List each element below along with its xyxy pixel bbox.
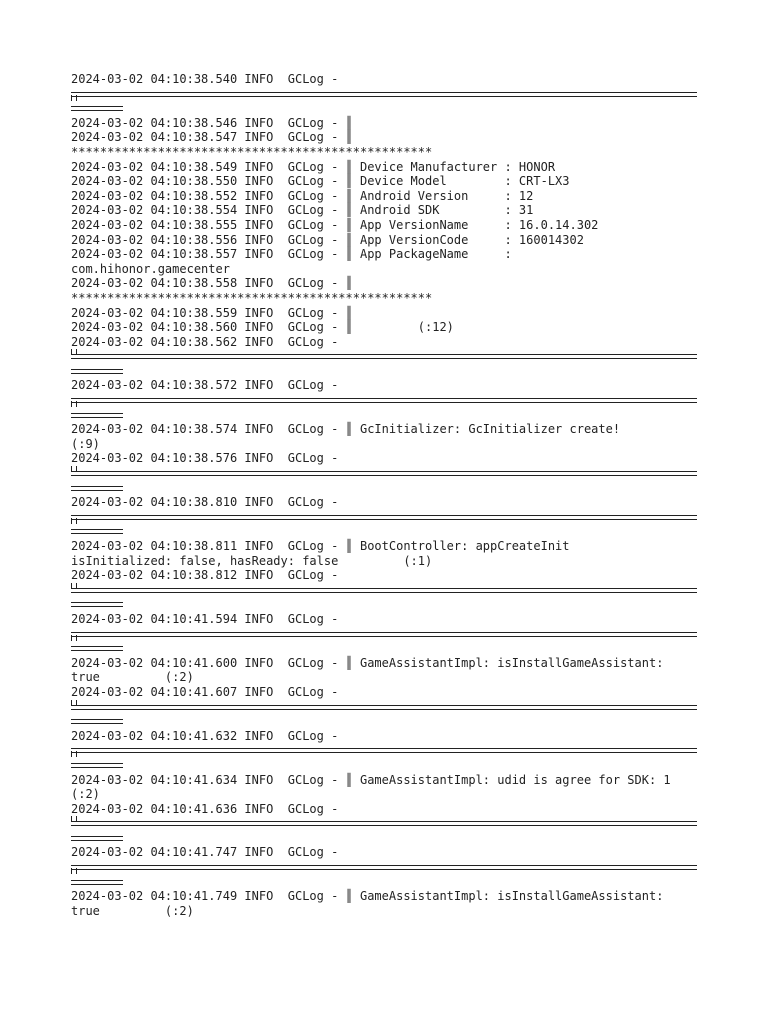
box-border-line [71, 529, 123, 534]
box-border-wrap [71, 524, 697, 539]
log-line: 2024-03-02 04:10:38.560 INFO GCLog - ║ (:12) [71, 320, 454, 335]
log-line: 2024-03-02 04:10:38.549 INFO GCLog - ║ Device Manufacturer : HONOR [71, 159, 556, 174]
log-page [71, 72, 697, 918]
box-border-wrap [71, 408, 697, 423]
log-line: 2024-03-02 04:10:38.557 INFO GCLog - ║ App PackageName : [71, 247, 512, 262]
log-line: 2024-03-02 04:10:38.555 INFO GCLog - ║ App VersionName : 16.0.14.302 [71, 217, 599, 232]
log-line: 2024-03-02 04:10:41.594 INFO GCLog - [71, 611, 346, 626]
log-line: 2024-03-02 04:10:41.749 INFO GCLog - ║ GameAssistantImpl: isInstallGameAssistant: [71, 889, 664, 904]
log-line: true (:2) [71, 903, 194, 918]
log-line: 2024-03-02 04:10:38.554 INFO GCLog - ║ Android SDK : 31 [71, 203, 534, 218]
box-corner [71, 635, 77, 641]
box-border-line [71, 92, 697, 97]
box-border-wrap [71, 758, 697, 773]
log-output [71, 72, 697, 918]
log-line: 2024-03-02 04:10:41.632 INFO GCLog - [71, 728, 346, 743]
log-line: 2024-03-02 04:10:38.552 INFO GCLog - ║ Android Version : 12 [71, 188, 534, 203]
log-line: true (:2) [71, 670, 194, 685]
box-border-line [71, 354, 697, 359]
box-top-border [71, 87, 697, 102]
box-border-line [71, 486, 123, 491]
box-border-line [71, 471, 697, 476]
box-border-line [71, 763, 123, 768]
log-line: (:2) [71, 787, 100, 802]
box-border-wrap [71, 597, 697, 612]
log-line: (:9) [71, 436, 100, 451]
log-line: 2024-03-02 04:10:38.547 INFO GCLog - ║ [71, 130, 353, 145]
box-corner [71, 751, 77, 757]
log-line: com.hihonor.gamecenter [71, 261, 230, 276]
box-border-line [71, 602, 123, 607]
log-line: 2024-03-02 04:10:38.540 INFO GCLog - [71, 72, 346, 86]
log-line: 2024-03-02 04:10:41.634 INFO GCLog - ║ GameAssistantImpl: udid is agree for SDK: 1 [71, 772, 671, 787]
box-border-line [71, 398, 697, 403]
box-corner [71, 700, 77, 706]
box-corner [71, 583, 77, 589]
box-top-border [71, 860, 697, 875]
box-corner [71, 401, 77, 407]
box-top-border [71, 510, 697, 525]
box-bottom-border [71, 700, 697, 715]
box-border-line [71, 515, 697, 520]
box-border-line [71, 369, 123, 374]
log-line: 2024-03-02 04:10:38.812 INFO GCLog - [71, 568, 346, 583]
box-border-line [71, 748, 697, 753]
log-line: 2024-03-02 04:10:38.562 INFO GCLog - [71, 334, 346, 349]
box-corner [71, 466, 77, 472]
log-line: 2024-03-02 04:10:41.636 INFO GCLog - [71, 801, 346, 816]
log-line: 2024-03-02 04:10:38.574 INFO GCLog - ║ GcInitializer: GcInitializer create! [71, 422, 621, 437]
log-line: ************************************************** [71, 290, 433, 305]
box-top-border [71, 393, 697, 408]
box-corner [71, 349, 77, 355]
log-line: isInitialized: false, hasReady: false (:1) [71, 553, 433, 568]
box-border-line [71, 588, 697, 593]
log-line: 2024-03-02 04:10:38.556 INFO GCLog - ║ App VersionCode : 160014302 [71, 232, 584, 247]
box-border-wrap [71, 101, 697, 116]
log-line: 2024-03-02 04:10:38.811 INFO GCLog - ║ BootController: appCreateInit [71, 539, 570, 553]
box-corner [71, 518, 77, 524]
log-line: 2024-03-02 04:10:38.559 INFO GCLog - ║ [71, 305, 353, 320]
log-line: 2024-03-02 04:10:41.747 INFO GCLog - [71, 845, 346, 860]
log-line: ************************************************** [71, 144, 433, 159]
box-bottom-border [71, 583, 697, 598]
box-border-line [71, 836, 123, 841]
log-line: 2024-03-02 04:10:38.572 INFO GCLog - [71, 378, 346, 393]
box-top-border [71, 743, 697, 758]
log-line: 2024-03-02 04:10:38.550 INFO GCLog - ║ Device Model : CRT-LX3 [71, 174, 570, 189]
box-border-line [71, 413, 123, 418]
box-corner [71, 95, 77, 101]
box-corner [71, 816, 77, 822]
box-border-line [71, 865, 697, 870]
box-border-line [71, 646, 123, 651]
box-bottom-border [71, 466, 697, 481]
box-border-line [71, 880, 123, 885]
box-border-wrap [71, 364, 697, 379]
log-line: 2024-03-02 04:10:38.576 INFO GCLog - [71, 451, 346, 466]
box-border-line [71, 821, 697, 826]
box-border-wrap [71, 481, 697, 496]
box-border-line [71, 705, 697, 710]
box-corner [71, 868, 77, 874]
box-border-line [71, 719, 123, 724]
box-border-line [71, 106, 123, 111]
box-border-wrap [71, 831, 697, 846]
box-border-line [71, 632, 697, 637]
box-border-wrap [71, 875, 697, 890]
log-line: 2024-03-02 04:10:38.810 INFO GCLog - [71, 495, 346, 510]
box-border-wrap [71, 714, 697, 729]
log-line: 2024-03-02 04:10:41.607 INFO GCLog - [71, 684, 346, 699]
box-bottom-border [71, 349, 697, 364]
box-border-wrap [71, 641, 697, 656]
log-line: 2024-03-02 04:10:38.558 INFO GCLog - ║ [71, 276, 353, 291]
log-line: 2024-03-02 04:10:41.600 INFO GCLog - ║ GameAssistantImpl: isInstallGameAssistant: [71, 655, 664, 670]
box-bottom-border [71, 816, 697, 831]
box-top-border [71, 627, 697, 642]
log-line: 2024-03-02 04:10:38.546 INFO GCLog - ║ [71, 115, 353, 130]
